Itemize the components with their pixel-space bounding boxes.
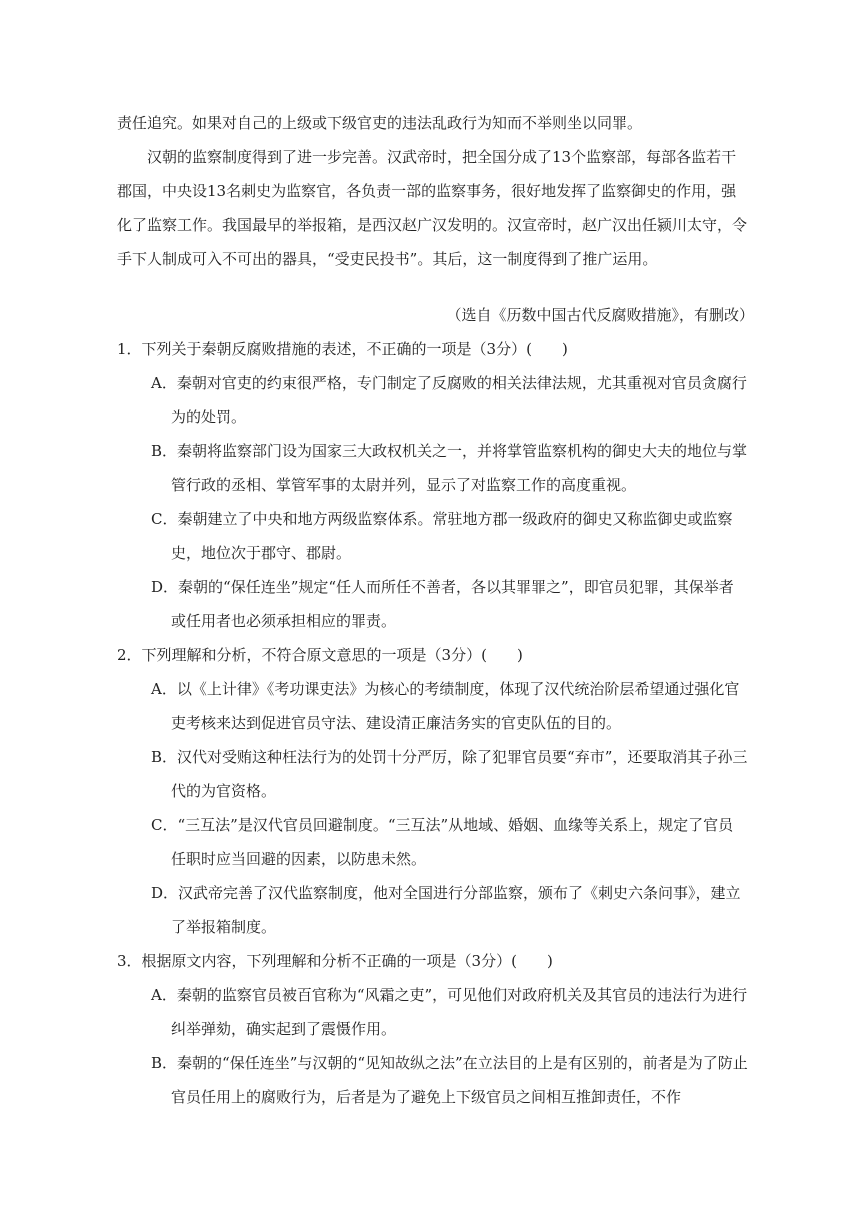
option-text: 秦朝将监察部门设为国家三大政权机关之一，并将掌管监察机构的御史大夫的地位与掌管行政的丞相、掌管军事的太尉并列，显示了对监察工作的高度重视。 (171, 442, 748, 494)
option-d (117, 570, 748, 638)
option-c (117, 502, 748, 570)
option-text: 汉代对受贿这种枉法行为的处罚十分严厉，除了犯罪官员要“弃市”，还要取消其子孙三代的为官资格。 (171, 748, 748, 800)
option-text: 秦朝对官吏的约束很严格，专门制定了反腐败的相关法律法规，尤其重视对官员贪腐行为的处罚。 (171, 374, 747, 426)
option-letter: D． (151, 578, 179, 596)
option-letter: D． (151, 884, 179, 902)
question-stem: 1．下列关于秦朝反腐败措施的表述，不正确的一项是（3分）( ) (117, 340, 568, 358)
option-text: 秦朝建立了中央和地方两级监察体系。常驻地方郡一级政府的御史又称监御史或监察史，地位次于郡守、郡尉。 (171, 510, 733, 562)
option-text: 汉武帝完善了汉代监察制度，他对全国进行分部监察，颁布了《刺史六条问事》，建立了举报箱制度。 (171, 884, 741, 936)
option-letter: B． (151, 748, 178, 766)
option-c (117, 808, 748, 876)
option-text: “三互法”是汉代官员回避制度。“三互法”从地域、婚姻、血缘等关系上，规定了官员任职时应当回避的因素，以防患未然。 (171, 816, 734, 868)
option-text: 秦朝的监察官员被百官称为“风霜之吏”，可见他们对政府机关及其官员的违法行为进行纠举弹劾，确实起到了震慑作用。 (171, 986, 748, 1038)
question-2 (117, 638, 748, 944)
question-stem: 2．下列理解和分析，不符合原文意思的一项是（3分）( ) (117, 646, 523, 664)
question-3 (117, 944, 748, 1114)
option-letter: C． (151, 816, 178, 834)
option-letter: A． (151, 986, 177, 1004)
passage-top-line: 责任追究。如果对自己的上级或下级官吏的违法乱政行为知而不举则坐以同罪。 (117, 114, 643, 132)
option-text: 秦朝的“保任连坐”规定“任人而所任不善者，各以其罪罪之”，即官员犯罪，其保举者或任用者也必须承担相应的罪责。 (171, 578, 734, 630)
option-text: 以《上计律》《考功课吏法》为核心的考绩制度，体现了汉代统治阶层希望通过强化官吏考核来达到促进官员守法、建设清正廉洁务实的官吏队伍的目的。 (171, 680, 740, 732)
option-b (117, 434, 748, 502)
passage-paragraph: 汉朝的监察制度得到了进一步完善。汉武帝时，把全国分成了13个监察部，每部各监若干郡国，中央设13名刺史为监察官，各负责一部的监察事务，很好地发挥了监察御史的作用，强化了监察工作。我国最早的举报箱，是西汉赵广汉发明的。汉宣帝时，赵广汉出任颍川太守，令手下人制成可入不可出的器具，“受吏民投书”。其后，这一制度得到了推广运用。 (117, 148, 748, 268)
option-a (117, 978, 748, 1046)
option-a (117, 366, 748, 434)
option-letter: B． (151, 1054, 178, 1072)
question-list (117, 332, 748, 1114)
question-1 (117, 332, 748, 638)
question-stem: 3．根据原文内容，下列理解和分析不正确的一项是（3分）( ) (117, 952, 553, 970)
option-b (117, 740, 748, 808)
option-letter: B． (151, 442, 178, 460)
option-text: 秦朝的“保任连坐”与汉朝的“见知故纵之法”在立法目的上是有区别的，前者是为了防止官员任用上的腐败行为，后者是为了避免上下级官员之间相互推卸责任，不作 (171, 1054, 748, 1106)
option-letter: A． (151, 374, 177, 392)
option-b (117, 1046, 748, 1114)
passage-source: （选自《历数中国古代反腐败措施》，有删改） (446, 306, 754, 324)
option-letter: C． (151, 510, 178, 528)
option-a (117, 672, 748, 740)
option-d (117, 876, 748, 944)
option-letter: A． (151, 680, 177, 698)
